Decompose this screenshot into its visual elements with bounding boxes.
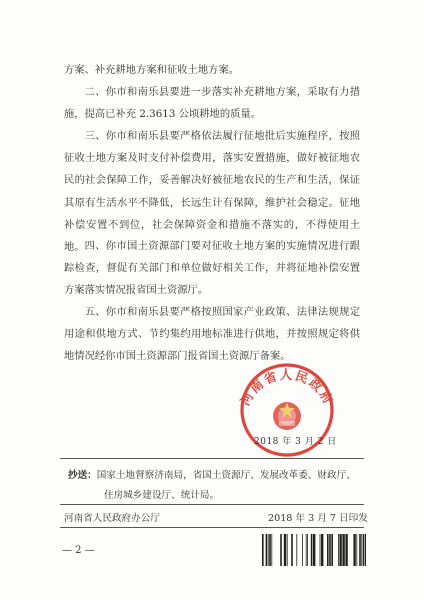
seal-org-name: 河南省人民政府 [237,366,337,408]
print-date: 2018 年 3 月 7 日印发 [268,513,368,524]
cc-line-2: 住房城乡建设厅、统计局。 [104,490,220,501]
seal-date: 2018 年 3 月 2 日 [254,437,337,447]
paragraph-5: 五、你市和南乐县要严格按照国家产业政策、法律法规规定用途和供地方式、节约集约用地标准进行供地，并按照规定将供地情况经你市国土资源部门报省国土资源厅备案。 [64,306,360,363]
cc-block [68,466,358,506]
paragraph-2: 二、你市和南乐县要进一步落实补充耕地方案，采取有力措施，提高已补充 2.3613 公顷耕地的质量。 [64,86,360,121]
divider-middle [60,504,364,505]
barcode-icon [262,534,366,566]
divider-bottom [60,527,364,528]
divider-top [60,458,364,459]
svg-text:河南省人民政府 [237,367,337,408]
paragraph-4: 四、你市国土资源部门要对征收土地方案的实施情况进行跟踪检查，督促有关部门和单位做好相关工作，并将征地补偿安置方案落实情况报省国土资源厅。 [64,240,360,297]
cc-label: 抄送： [68,470,97,481]
paragraph-continuation: 方案、补充耕地方案和征收土地方案。 [64,64,240,76]
cc-line-1: 国家土地督察济南局，省国土资源厅、发展改革委、财政厅、 [96,470,356,481]
issuer-name: 河南省人民政府办公厅 [64,513,160,524]
paragraph-3: 三、你市和南乐县要严格依法履行征地批后实施程序，按照征收土地方案及时支付补偿费用，落实安置措施，做好被征地农民的社会保障工作，妥善解决好被征地农民的生产和生活，保证其原有生活水平不降低，长远生计有保障，维护社会稳定。征地补偿安置不到位，社会保障资金和措施不落实的，不得使用土地。 [64,130,360,254]
national-emblem-icon [273,402,301,430]
page-number: — 2 — [62,545,95,556]
